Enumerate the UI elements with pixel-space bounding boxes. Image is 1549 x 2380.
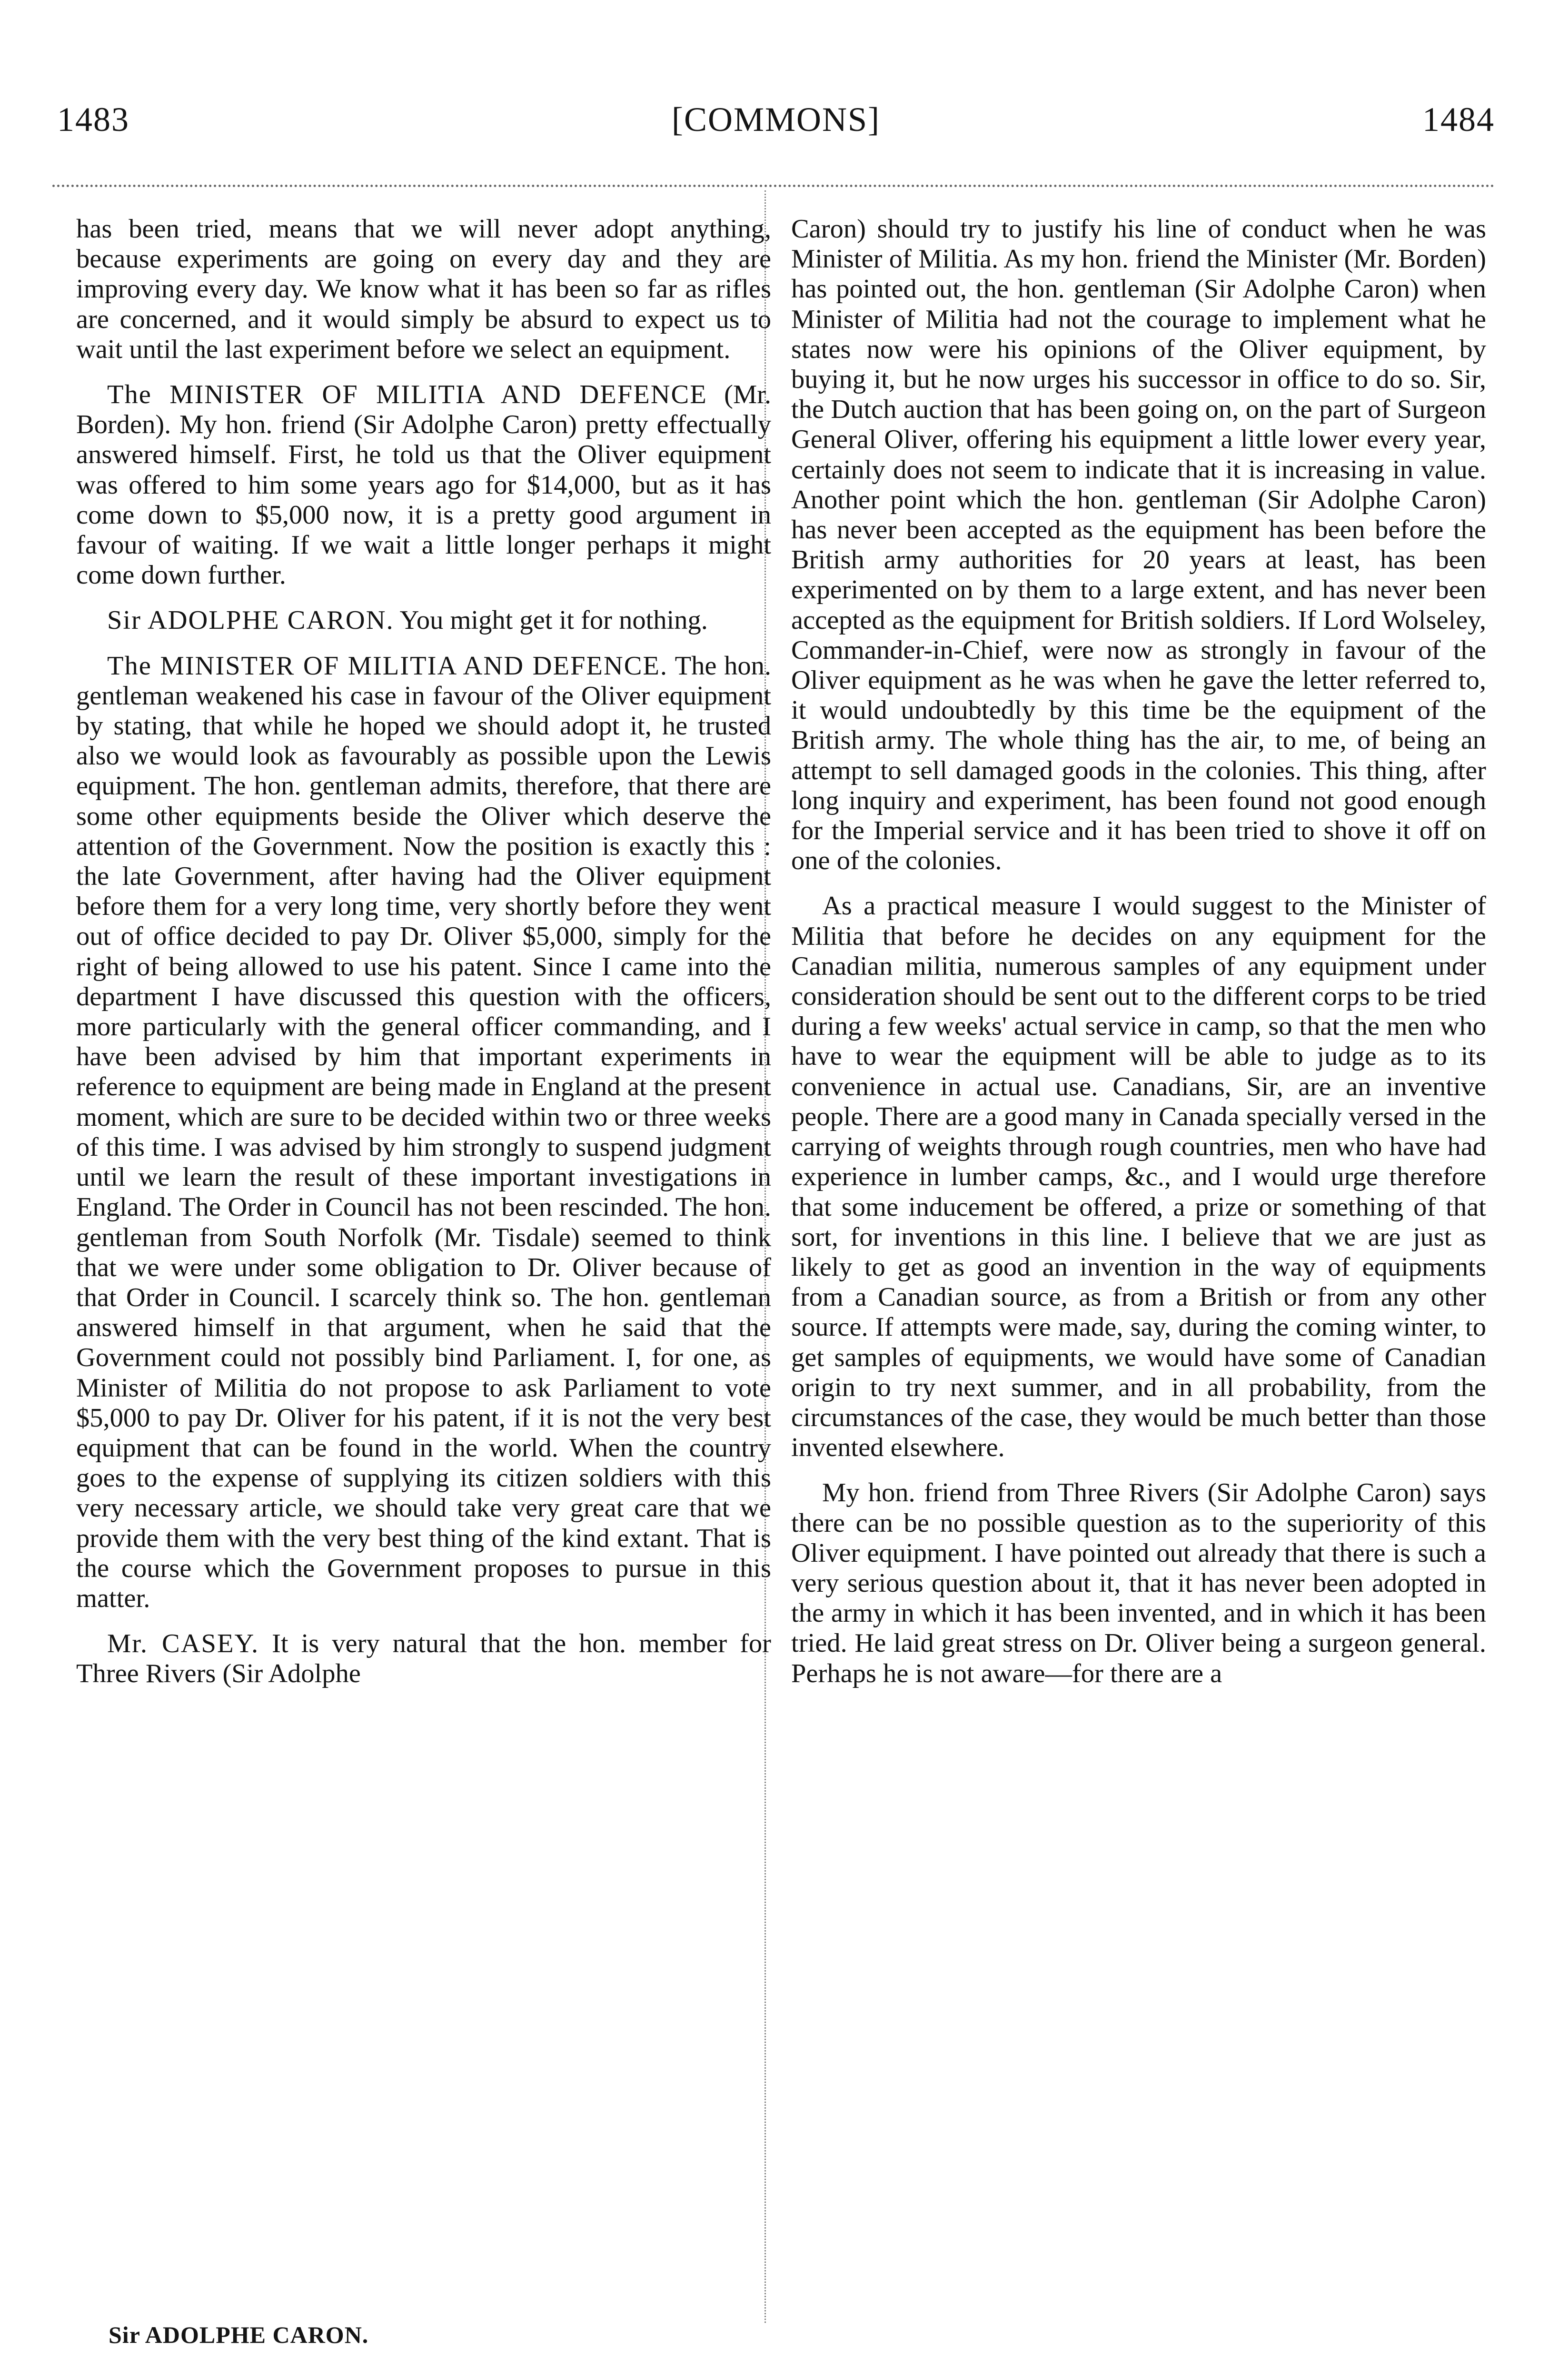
speech-text: The hon. gentleman weakened his case in favour of the Oliver equipment by stating, that while he hoped we should adopt it, he trusted also we would look as favourably as possible upon the Lewis equipment. The hon. gentleman admits, therefore, that there are some other equipments beside the Oliver which deserve the attention of the Government. Now the position is exactly this : the late Government, after having had the Oliver equipment before them for a very long time, very shortly before they went out of office decided to pay Dr. Oliver $5,000, simply for the right of being allowed to use his patent. Since I came into the department I have discussed this question with the officers, more particularly with the general officer commanding, and I have been advised by him that important experiments in reference to equipment are being made in England at the present moment, which are sure to be decided within two or three weeks of this time. I was advised by him strongly to suspend judgment until we learn the result of these important investigations in England. The Order in Council has not been rescinded. The hon. gentleman from South Norfolk (Mr. Tisdale) seemed to think that we were under some obligation to Dr. Oliver because of that Order in Council. I scarcely think so. The hon. gentleman answered himself in that argument, when he said that the Government could not possibly bind Parliament. I, for one, as Minister of Militia do not propose to ask Parliament to vote $5,000 to pay Dr. Oliver for his patent, if it is not the very best equipment that can be found in the world. When the country goes to the expense of supplying its citizen soldiers with this very necessary article, we should take very great care that we provide them with the very best thing of the kind extant. That is the course which the Government proposes to pursue in this matter.	[76, 651, 771, 1613]
left-paragraph-4	[76, 651, 771, 1614]
left-paragraph-3	[76, 605, 771, 635]
speech-text: (Mr. Borden). My hon. friend (Sir Adolphe Caron) pretty effectually answered himself. First, he told us that the Oliver equipment was offered to him some years ago for $14,000, but as it has come down to $5,000 now, it is a pretty good argument in favour of waiting. If we wait a little longer perhaps it might come down further.	[76, 380, 771, 590]
footer-catchword: Sir ADOLPHE CARON.	[109, 2321, 369, 2348]
right-paragraph-3: My hon. friend from Three Rivers (Sir Adolphe Caron) says there can be no possible question as to the superiority of this Oliver equipment. I have pointed out already that there is such a very serious question about it, that it has never been adopted in the army in which it has been invented, and in which it has been tried. He laid great stress on Dr. Oliver being a surgeon general. Perhaps he is not aware—for there are a	[791, 1478, 1486, 1688]
left-paragraph-2	[76, 380, 771, 590]
speech-text: It is very natural that the hon. member for Three Rivers (Sir Adolphe	[76, 1629, 771, 1689]
left-paragraph-5	[76, 1629, 771, 1689]
page-number-right: 1484	[1422, 100, 1495, 139]
speaker-casey: Mr. CASEY.	[107, 1629, 259, 1659]
right-paragraph-1: Caron) should try to justify his line of conduct when he was Minister of Militia. As my hon. friend the Minister (Mr. Borden) has pointed out, the hon. gentleman (Sir Adolphe Caron) when Minister of Militia had not the courage to implement what he states now were his opinions of the Oliver equipment, by buying it, but he now urges his successor in office to do so. Sir, the Dutch auction that has been going on, on the part of Surgeon General Oliver, offering his equipment a little lower every year, certainly does not seem to indicate that it is increasing in value. Another point which the hon. gentleman (Sir Adolphe Caron) has never been accepted as the equipment has been before the British army authorities for 20 years at least, has been experimented on by them to a large extent, and has never been accepted as the equipment for British soldiers. If Lord Wolseley, Commander-in-Chief, were now as strongly in favour of the Oliver equipment as he was when he gave the letter referred to, it would undoubtedly by this time be the equipment of the British army. The whole thing has the air, to me, of being an attempt to sell damaged goods in the colonies. This thing, after long inquiry and experiment, has been found not good enough for the Imperial service and it has been tried to shove it off on one of the colonies.	[791, 214, 1486, 876]
left-paragraph-1: has been tried, means that we will never adopt anything, because experiments are going on every day and they are improving every day. We know what it has been so far as rifles are concerned, and it would simply be absurd to expect us to wait until the last experiment before we select an equipment.	[76, 214, 771, 364]
page-number-left: 1483	[57, 100, 129, 139]
header-rule	[52, 185, 1495, 187]
speaker-caron: Sir ADOLPHE CARON.	[107, 605, 394, 635]
left-column	[76, 214, 771, 1689]
page-header	[57, 100, 1495, 143]
speaker-minister: The MINISTER OF MILITIA AND DEFENCE.	[107, 651, 668, 681]
right-paragraph-2: As a practical measure I would suggest to the Minister of Militia that before he decides on any equipment for the Canadian militia, numerous samples of any equipment under consideration should be sent out to the different corps to be tried during a few weeks' actual service in camp, so that the men who have to wear the equipment will be able to judge as to its convenience in actual use. Canadians, Sir, are an inventive people. There are a good many in Canada specially versed in the carrying of weights through rough countries, men who have had experience in lumber camps, &c., and I would urge therefore that some inducement be offered, a prize or something of that sort, for inventions in this line. I believe that we are just as likely to get as good an invention in the way of equipments from a Canadian source, as from a British or from any other source. If attempts were made, say, during the coming winter, to get samples of equipments, we would have some of Canadian origin to try next summer, and in all probability, from the circumstances of the case, they would be much better than those invented elsewhere.	[791, 891, 1486, 1463]
page-title: [COMMONS]	[671, 100, 881, 139]
right-column	[791, 214, 1486, 1689]
speech-text: You might get it for nothing.	[399, 605, 708, 635]
speaker-minister: The MINISTER OF MILITIA AND DEFENCE	[107, 380, 707, 410]
